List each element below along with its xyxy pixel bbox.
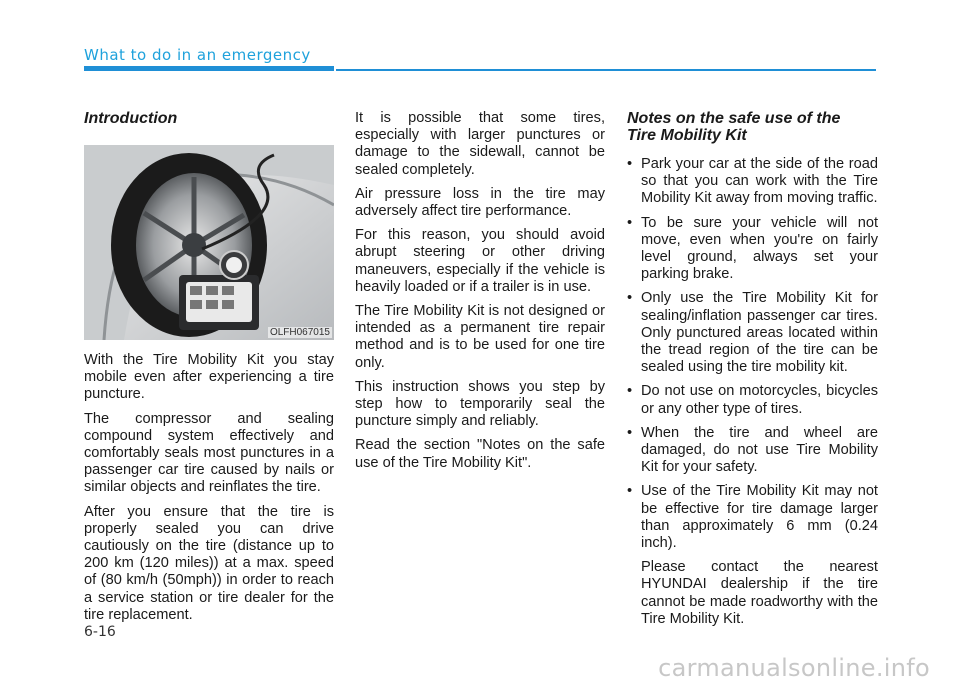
body-paragraph: This instruction shows you step by step how to temporarily seal the puncture simply and reliably. [355,378,605,430]
tire-kit-illustration [84,145,334,340]
body-paragraph: For this reason, you should avoid abrupt steering or other driving maneuvers, especially if the vehicle is heavily loaded or if a trailer is in use. [355,227,605,295]
column-middle [355,110,605,479]
introduction-heading: Introduction [84,110,178,127]
list-item: • Only use the Tire Mobility Kit for sealing/inflation passenger car tires. Only punctured areas located within the tread region of the tire can be sealed using the tire mobility kit. [627,290,878,376]
column-introduction [84,110,334,631]
list-item: • Use of the Tire Mobility Kit may not be effective for tire damage larger than approximately 6 mm (0.24 inch). [627,483,878,552]
dealer-contact-note: Please contact the nearest HYUNDAI dealership if the tire cannot be made roadworthy with the Tire Mobility Kit. [641,559,878,627]
body-paragraph: Air pressure loss in the tire may adversely affect tire performance. [355,185,605,220]
page-number: 6-16 [84,624,116,640]
body-paragraph: Read the section "Notes on the safe use of the Tire Mobility Kit". [355,437,605,471]
notes-list [627,156,878,552]
body-paragraph: It is possible that some tires, especially with larger punctures or damage to the sidewall, cannot be sealed completely. [355,110,605,178]
intro-paragraph: The compressor and sealing compound system effectively and comfortably seals most punctures in a passenger car tire caused by nails or similar objects and reinflates the tire. [84,410,334,496]
header-rule [336,69,876,71]
section-title: What to do in an emergency [84,46,311,64]
body-paragraph: The Tire Mobility Kit is not designed or intended as a permanent tire repair method and is to be used for one tire only. [355,303,605,371]
notes-heading-line2: Tire Mobility Kit [627,127,747,144]
list-item: • Park your car at the side of the road so that you can work with the Tire Mobility Kit away from moving traffic. [627,156,878,208]
list-item: • Do not use on motorcycles, bicycles or any other type of tires. [627,383,878,417]
watermark-link[interactable]: carmanualsonline.info [658,654,930,682]
list-item: • To be sure your vehicle will not move, even when you're on fairly level ground, always set your parking brake. [627,215,878,284]
tire-mobility-kit-figure [84,145,334,340]
intro-paragraph: With the Tire Mobility Kit you stay mobile even after experiencing a tire puncture. [84,352,334,403]
intro-paragraph: After you ensure that the tire is properly sealed you can drive cautiously on the tire (distance up to 200 km (120 miles)) at a max. speed of (80 km/h (50mph)) in order to reach a service station or tire dealer for the tire replacement. [84,503,334,623]
notes-heading [627,110,878,144]
header-accent-bar [84,66,334,71]
list-item: • When the tire and wheel are damaged, do not use Tire Mobility Kit for your safety. [627,425,878,477]
column-notes [627,110,878,635]
notes-heading-line1: Notes on the safe use of the [627,110,841,127]
figure-label: OLFH067015 [269,327,330,338]
